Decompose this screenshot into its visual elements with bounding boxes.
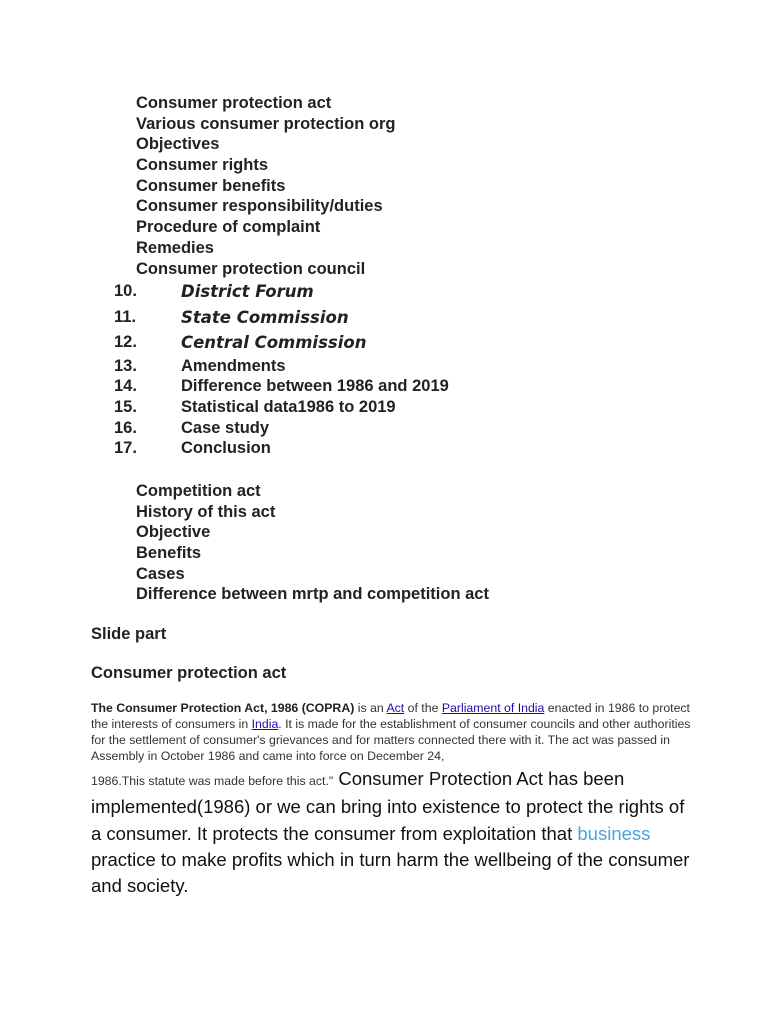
description-text-2: practice to make profits which in turn harm the wellbeing of the consumer and society. xyxy=(91,848,690,897)
copra-text-1: is an xyxy=(354,701,387,715)
list-item-text: State Commission xyxy=(181,307,349,327)
list-item-text: Amendments xyxy=(181,356,286,375)
list-item-text: Procedure of complaint xyxy=(136,218,321,237)
description-text-1: Consumer Protection Act has been implemented(1986) or we can bring into existence to protect the rights of a consumer. It protects the consumer from exploitation that xyxy=(91,768,685,844)
statute-lead-text: 1986.This statute was made before this act." xyxy=(91,774,334,788)
list-item-text: Benefits xyxy=(136,544,202,563)
list-item-number: 10. xyxy=(114,282,137,301)
copra-text-4: . It is made for the establishment of consumer councils and other authorities for the settlement of consumer's grievances and for matters connected there with it. The act was passed in Assembly in October 1986 and came into force on December 24, xyxy=(91,717,691,763)
list-item-text: Competition act xyxy=(136,482,261,500)
slide-part-heading: Slide part xyxy=(91,625,167,643)
consumer-protection-description xyxy=(91,766,691,899)
list-item-text: Remedies xyxy=(136,238,214,257)
parliament-of-india-link[interactable]: Parliament of India xyxy=(441,701,545,715)
list-item-text: Consumer protection act xyxy=(136,94,332,112)
copra-text-2: of the xyxy=(404,701,442,715)
list-item-number: 15. xyxy=(114,398,137,417)
list-item-text: Consumer benefits xyxy=(136,176,286,195)
list-item-number: 14. xyxy=(114,377,137,396)
copra-bold-title: The Consumer Protection Act, 1986 (COPRA) xyxy=(91,701,355,715)
consumer-protection-act-heading: Consumer protection act xyxy=(91,664,287,682)
act-link[interactable]: Act xyxy=(386,701,405,715)
list-item-text: Central Commission xyxy=(181,333,367,353)
list-item-text: Objectives xyxy=(136,135,220,154)
list-item-text: Consumer responsibility/duties xyxy=(136,197,383,216)
copra-paragraph xyxy=(91,700,691,764)
list-item-number: 17. xyxy=(114,439,137,458)
copra-text-3: enacted in 1986 to protect the interests of consumers in xyxy=(91,701,690,731)
list-item-text: Various consumer protection org xyxy=(136,114,396,133)
list-item-number: 12. xyxy=(114,333,137,352)
list-item-number: 11. xyxy=(114,307,137,326)
list-item-text: Objective xyxy=(136,523,211,542)
business-link[interactable]: business xyxy=(577,822,651,844)
list-item-text: Consumer protection council xyxy=(136,259,366,278)
list-item-text: District Forum xyxy=(181,282,314,302)
list-item-text: Difference between mrtp and competition act xyxy=(136,585,489,604)
list-item-text: Conclusion xyxy=(181,439,271,458)
list-item-text: Case study xyxy=(181,418,270,437)
list-item-number: 16. xyxy=(114,418,137,437)
list-item-text: History of this act xyxy=(136,502,276,521)
list-item-text: Difference between 1986 and 2019 xyxy=(181,377,449,396)
india-link[interactable]: India xyxy=(251,717,279,731)
list-item-text: Consumer rights xyxy=(136,156,269,175)
list-item-number: 13. xyxy=(114,356,137,375)
list-item-text: Cases xyxy=(136,564,185,583)
list-item-text: Statistical data1986 to 2019 xyxy=(181,398,396,417)
